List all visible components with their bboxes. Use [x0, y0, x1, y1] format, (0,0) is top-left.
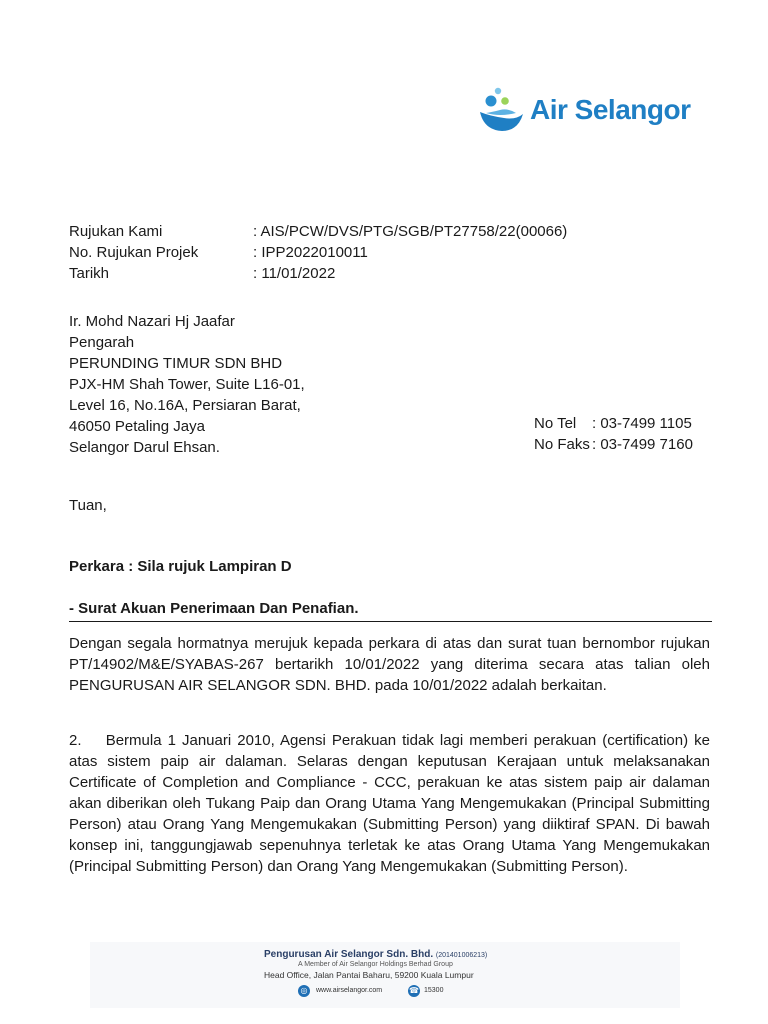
address-line: PJX-HM Shah Tower, Suite L16-01,: [69, 376, 305, 393]
logo-text: Air Selangor: [530, 94, 691, 125]
recipient-contact: [534, 413, 693, 455]
subject-underline: [69, 621, 712, 622]
recipient-title: Pengarah: [69, 334, 135, 351]
footer-address: Head Office, Jalan Pantai Baharu, 59200 Kuala Lumpur: [264, 970, 474, 980]
reference-row: [69, 242, 567, 263]
address-line: Selangor Darul Ehsan.: [69, 439, 220, 456]
recipient-address: [69, 311, 305, 458]
paragraph-1: Dengan segala hormatnya merujuk kepada perkara di atas dan surat tuan bernombor rujukan PT/14902/M&E/SYABAS-267 bertarikh 10/01/2022 yang diterima secara atas talian oleh PENGURUSAN AIR SELANGOR SDN. BHD. pada 10/01/2022 adalah berkaitan.: [69, 635, 710, 694]
contact-row: [534, 413, 693, 434]
recipient-company: PERUNDING TIMUR SDN BHD: [69, 355, 283, 372]
air-selangor-logo: [478, 86, 718, 134]
water-droplet-logo-icon: [478, 86, 530, 134]
contact-value: : 03-7499 7160: [592, 436, 693, 453]
reference-label: No. Rujukan Projek: [69, 244, 199, 261]
footer-website[interactable]: www.airselangor.com: [316, 987, 383, 994]
address-line: Level 16, No.16A, Persiaran Barat,: [69, 397, 301, 414]
footer-company: [264, 949, 487, 960]
globe-icon: ◎: [298, 985, 310, 997]
contact-value: : 03-7499 1105: [592, 415, 692, 432]
reference-value: : 11/01/2022: [253, 265, 336, 282]
footer-company-name: Pengurusan Air Selangor Sdn. Bhd.: [264, 949, 434, 960]
reference-label: Tarikh: [69, 265, 110, 282]
salutation: Tuan,: [69, 497, 107, 514]
phone-icon: ☎: [409, 986, 419, 995]
contact-label: No Faks: [534, 436, 595, 453]
reference-block: [69, 221, 567, 284]
address-line: 46050 Petaling Jaya: [69, 418, 205, 435]
reference-row: [69, 263, 567, 284]
subject-heading: Perkara : Sila rujuk Lampiran D: [69, 558, 292, 575]
reference-row: [69, 221, 567, 242]
reference-value: : IPP2022010011: [253, 244, 368, 261]
contact-row: [534, 434, 693, 455]
reference-value: : AIS/PCW/DVS/PTG/SGB/PT27758/22(00066): [253, 223, 568, 240]
contact-label: No Tel: [534, 415, 589, 432]
footer-member-of: A Member of Air Selangor Holdings Berhad Group: [298, 961, 453, 968]
subject-subheading: - Surat Akuan Penerimaan Dan Penafian.: [69, 600, 359, 617]
recipient-name: Ir. Mohd Nazari Hj Jaafar: [69, 313, 235, 330]
reference-label: Rujukan Kami: [69, 223, 163, 240]
footer-hotline: 15300: [424, 987, 444, 994]
footer-registration: (201401006213): [435, 952, 488, 959]
paragraph-2: 2. Bermula 1 Januari 2010, Agensi Perakuan tidak lagi memberi perakuan (certification) ke atas sistem paip air dalaman. Selaras dengan keputusan Kerajaan untuk melaksanakan Certificate of Completion and Compliance - CCC, perakuan ke atas sistem paip air dalaman akan diberikan oleh Tukang Paip dan Orang Utama Yang Mengemukakan (Principal Submitting Person) atau Orang Yang Mengemukakan (Submitting Person) yang diiktiraf SPAN. Di bawah konsep ini, tanggungjawab sepenuhnya terletak ke atas Orang Utama Yang Mengemukakan (Principal Submitting Person) dan Orang Yang Mengemukakan (Submitting Person).: [69, 732, 710, 875]
